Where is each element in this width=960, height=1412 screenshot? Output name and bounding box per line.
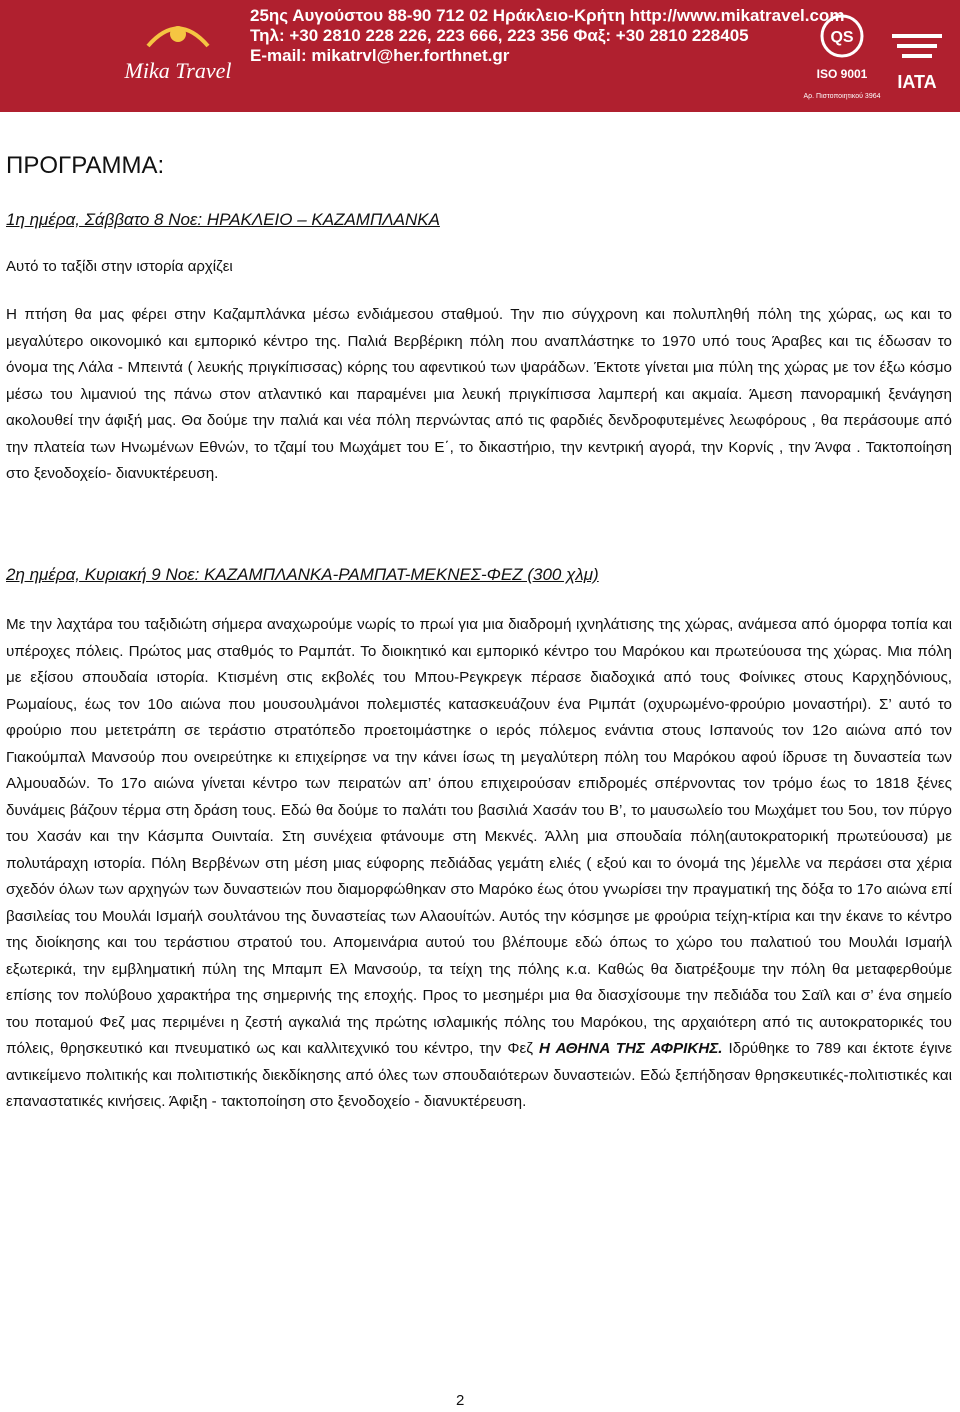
day2-heading: 2η ημέρα, Κυριακή 9 Νοε: ΚΑΖΑΜΠΛΑΝΚΑ-ΡΑΜΠΑΤ-ΜΕΚΝΕΣ-ΦΕΖ (300 χλμ) bbox=[6, 565, 599, 584]
phone-line: Τηλ: +30 2810 228 226, 223 666, 223 356 Φαξ: +30 2810 228405 bbox=[250, 26, 749, 45]
iso-label: ISO 9001 bbox=[816, 67, 868, 81]
day1-heading: 1η ημέρα, Σάββατο 8 Νοε: ΗΡΑΚΛΕΙΟ – ΚΑΖΑΜΠΛΑΝΚΑ bbox=[6, 210, 440, 229]
mika-travel-logo bbox=[124, 6, 232, 106]
logo-text: Mika Travel bbox=[124, 58, 232, 83]
day1-paragraph: Η πτήση θα μας φέρει στην Καζαμπλάνκα μέσω ενδιάμεσου σταθμού. Την πιο σύγχρονη και πολυπληθή πόλη της χώρας, ως και το μεγαλύτερο οικονομικό και εμπορικό κέντρο της. Παλιά Βερβέρικη πόλη που αναπλάστηκε το 1970 υπό τους Άραβες και τις έδωσαν το όνομα της Λάλα - Μπειντά ( λευκής πριγκίπισσας) κόρης του αφεντικού των ψαράδων. Έκτοτε γίνεται μια πύλη της χώρας με τον έξω κόσμο μέσω του λιμανιού της πάνω στον ατλαντικό και παραμένει μια λευκή πριγκίπισσα λαμπερή και ακμαία. Άμεση πανοραμική ξενάγηση ακολουθεί την άφιξή μας. Θα δούμε την παλιά και νέα πόλη περνώντας από τις φαρδιές δενδροφυτεμένες λεωφόρους , θα περάσουμε από την πλατεία των Ηνωμένων Εθνών, το τζαμί του Μωχάμετ του Ε΄, το δικαστήριο, την κεντρική αγορά, την Κορνίς , την Άνφα . Τακτοποίηση στο ξενοδοχείο- διανυκτέρευση. bbox=[6, 306, 952, 482]
iata-wings-icon bbox=[892, 36, 942, 56]
address-line: 25ης Αυγούστου 88-90 712 02 Ηράκλειο-Κρήτη http://www.mikatravel.com bbox=[250, 6, 845, 25]
day2-paragraph-b: Ιδρύθηκε το 789 και έκτοτε έγινε αντικείμενο πολιτικής και πολιτιστικής διεκδίκησης από όλες των σπουδαιότερων δυναστειών. Εδώ ξεπήδησαν θρησκευτικές-πολιτιστικές και επαναστατικές κινήσεις. Άφιξη - τακτοποίηση στο ξενοδοχείο - διανυκτέρευση. bbox=[6, 1040, 952, 1110]
day2-paragraph bbox=[6, 612, 952, 1116]
iata-label: IATA bbox=[897, 72, 937, 92]
page-number: 2 bbox=[456, 1392, 465, 1409]
page-title: ΠΡΟΓΡΑΜΜΑ: bbox=[6, 152, 165, 179]
day1-lead: Αυτό το ταξίδι στην ιστορία αρχίζει bbox=[6, 258, 233, 275]
day2-paragraph-a: Με την λαχτάρα του ταξιδιώτη σήμερα αναχωρούμε νωρίς το πρωί για μια διαδρομή ιχνηλάτισης της χώρας, ανάμεσα από όμορφα τοπία και υπέροχες πόλεις. Πρώτος μας σταθμός το Ραμπάτ. Το διοικητικό και εμπορικό κέντρο του Μαρόκου και πρωτεύουσα της χώρας. Μια πόλη με εξίσου σπουδαία ιστορία. Κτισμένη στις εκβολές του Μπου-Ρεγκρεγκ πέρασε διαδοχικά από τους Φοίνικες στους Καρχηδόνιους, Ρωμαίους, έως τον 10ο αιώνα που μουσουλμάνοι πολεμιστές κατασκευάζουν ένα Ριμπάτ (οχυρωμένο-φρούριο μοναστήρι). Σ’ αυτό το φρούριο που μετετράπη σε τεράστιο στρατόπεδο προετοιμάστηκε ο ιερός πόλεμος ενάντια στους Ισπανούς τον 12ο αιώνα από τον Γιακούμπαλ Μανσούρ που ονειρεύτηκε κι επιχείρησε να την κάνει ίσως τη μεγαλύτερη πόλη του Μαρόκου αφού ίδρυσε τη δυναστεία των Αλμουαδών. Το 17ο αιώνα γίνεται κέντρο των πειρατών απ’ όπου επιχειρούσαν επιδρομές σπέρνοντας τον τρόμο έως το 1818 ξένες δυνάμεις βάζουν τέρμα στη δράση τους. Εδώ θα δούμε το παλάτι του βασιλιά Χασάν του Β’, το μαυσωλείο του Μωχάμετ του 5ου, τον πύργο του Χασάν και την Κάσμπα Ουινταία. Στη συνέχεια φτάνουμε στη Μεκνές. Άλλη μια σπουδαία πόλη(αυτοκρατορική πρωτεύουσα) με πολυτάραχη ιστορία. Πόλη Βερβένων στη μέση μιας εύφορης πεδιάδας γεμάτη ελιές ( εξού και το όνομά της )έμελλε να περάσει στα χέρια σχεδόν όλων των αρχηγών των δυναστειών που διαμορφώθηκαν στο Μαρόκο έως ότου γνωρίσει την πραγματική της δόξα το 17ο αιώνα επί βασιλείας του Μουλάι Ισμαήλ σουλτάνου της δυναστείας των Αλαουίτών. Αυτός την κόσμησε με φρούρια τείχη-κτίρια και την έκανε το κέντρο της διοίκησης και του τεράστιου στρατού του. Απομεινάρια αυτού του βλέπουμε εδώ όπως το χώρο του παλατιού του Μουλάι Ισμαήλ εξωτερικά, την εμβληματική πύλη της Μπαμπ Ελ Μανσούρ, τα τείχη της πόλης κ.α. Καθώς θα διατρέξουμε την πόλη θα μεταφερθούμε επίσης τον πολύβουο χαρακτήρα της σημερινής της εποχής. Προς το μεσημέρι μια θα διασχίσουμε την πεδιάδα του Σαϊλ και σ’ ένα σημείο του ποταμού Φεζ μας περιμένει η ζεστή αγκαλιά της πρώτης ισλαμικής πόλης του Μαρόκου, της αρχαιότερη από τις αυτοκρατορικές του πόλεις, θρησκευτικό και πνευματικό ως και καλλιτεχνικό του κέντρο, την Φεζ bbox=[6, 616, 952, 1057]
svg-text:QS: QS bbox=[830, 29, 854, 46]
letterhead bbox=[0, 0, 960, 112]
certification-badges bbox=[803, 6, 952, 106]
email-line: E-mail: mikatrvl@her.forthnet.gr bbox=[250, 46, 510, 65]
day2-emphasis: Η ΑΘΗΝΑ ΤΗΣ ΑΦΡΙΚΗΣ. bbox=[539, 1040, 723, 1057]
cert-number: Αρ. Πιστοποιητικού 3964 bbox=[803, 93, 881, 100]
